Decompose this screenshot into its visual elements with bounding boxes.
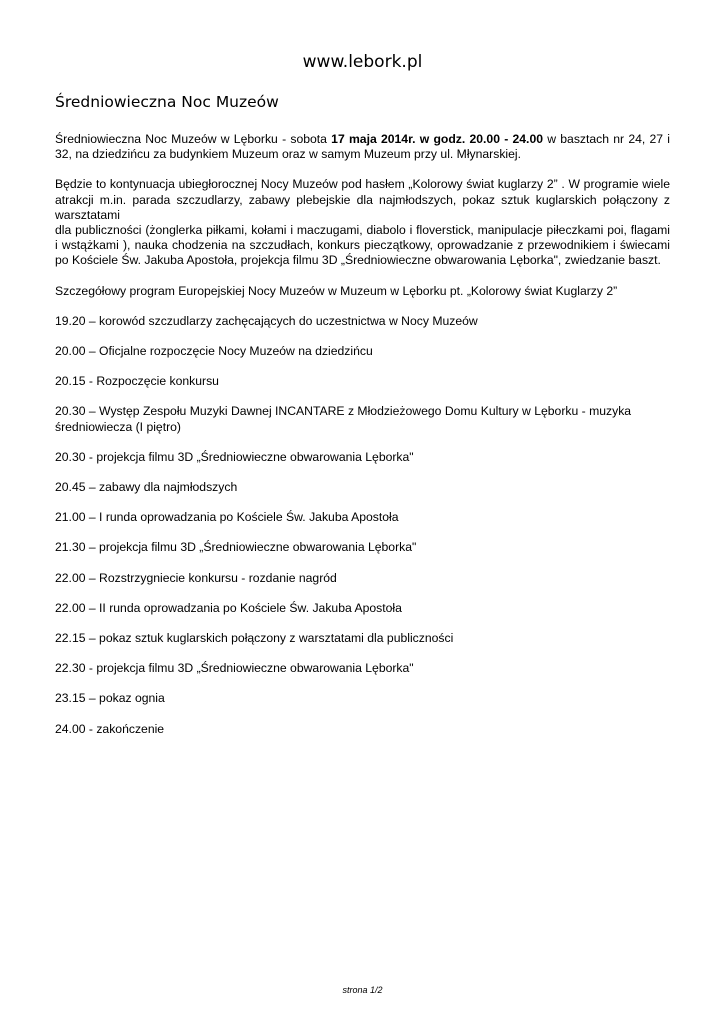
schedule-item: 20.30 – Występ Zespołu Muzyki Dawnej INCANTARE z Młodzieżowego Domu Kultury w Lęborku - muzyka średniowiecza (I piętro) <box>55 404 632 434</box>
schedule-item: 24.00 - zakończenie <box>55 721 165 736</box>
description-line: Będzie to kontynuacja ubiegłorocznej Nocy Muzeów pod hasłem „Kolorowy świat kuglarzy 2” . W programie wiele <box>55 177 670 192</box>
page-number-footer: strona 1/2 <box>342 985 383 995</box>
intro-paragraph <box>55 132 670 162</box>
schedule-item: 20.15 - Rozpoczęcie konkursu <box>55 374 219 389</box>
schedule-item: 22.15 – pokaz sztuk kuglarskich połączony z warsztatami dla publiczności <box>55 631 454 646</box>
description-paragraph <box>55 177 670 268</box>
schedule-item: 20.45 – zabawy dla najmłodszych <box>55 480 238 495</box>
intro-date-time: 17 maja 2014r. w godz. 20.00 - 24.00 <box>331 132 544 146</box>
schedule-item: 23.15 – pokaz ognia <box>55 691 165 706</box>
description-line: dla publiczności (żonglerka piłkami, kołami i maczugami, diabolo i floverstick, manipulacje piłeczkami poi, flagami <box>55 223 670 238</box>
description-line: i wstążkami ), nauka chodzenia na szczudłach, konkurs pieczątkowy, oprowadzanie z przewodnikiem i świecami <box>55 238 670 253</box>
intro-text-start: Średniowieczna Noc Muzeów w Lęborku - sobota <box>55 132 332 146</box>
intro-text-end: w basztach nr 24, 27 i 32, na dziedzińcu za budynkiem Muzeum oraz w samym Muzeum przy ul. Młynarskiej. <box>55 132 670 162</box>
schedule-list <box>55 314 670 737</box>
program-heading: Szczegółowy program Europejskiej Nocy Muzeów w Muzeum w Lęborku pt. „Kolorowy świat Kuglarzy 2” <box>55 283 618 298</box>
description-line: warsztatami <box>55 207 121 222</box>
description-line: po Kościele Św. Jakuba Apostoła, projekcja filmu 3D „Średniowieczne obwarowania Lęborka", zwiedzanie baszt. <box>55 253 661 268</box>
page-title: Średniowieczna Noc Muzeów <box>55 93 279 111</box>
schedule-item: 20.30 - projekcja filmu 3D „Średniowieczne obwarowania Lęborka" <box>55 449 414 464</box>
schedule-item: 20.00 – Oficjalne rozpoczęcie Nocy Muzeów na dziedzińcu <box>55 344 373 359</box>
document-body <box>55 132 670 752</box>
schedule-item: 21.30 – projekcja filmu 3D „Średniowieczne obwarowania Lęborka" <box>55 540 417 555</box>
site-url-header: www.lebork.pl <box>302 52 423 72</box>
schedule-item: 21.00 – I runda oprowadzania po Kościele Św. Jakuba Apostoła <box>55 510 399 525</box>
schedule-item: 19.20 – korowód szczudlarzy zachęcających do uczestnictwa w Nocy Muzeów <box>55 313 478 328</box>
schedule-item: 22.30 - projekcja filmu 3D „Średniowieczne obwarowania Lęborka" <box>55 661 414 676</box>
schedule-item: 22.00 – Rozstrzygniecie konkursu - rozdanie nagród <box>55 570 337 585</box>
schedule-item: 22.00 – II runda oprowadzania po Kościele Św. Jakuba Apostoła <box>55 600 402 615</box>
description-line: atrakcji m.in. parada szczudlarzy, zabawy plebejskie dla najmłodszych, pokaz sztuk kuglarskich połączony z <box>55 192 670 207</box>
